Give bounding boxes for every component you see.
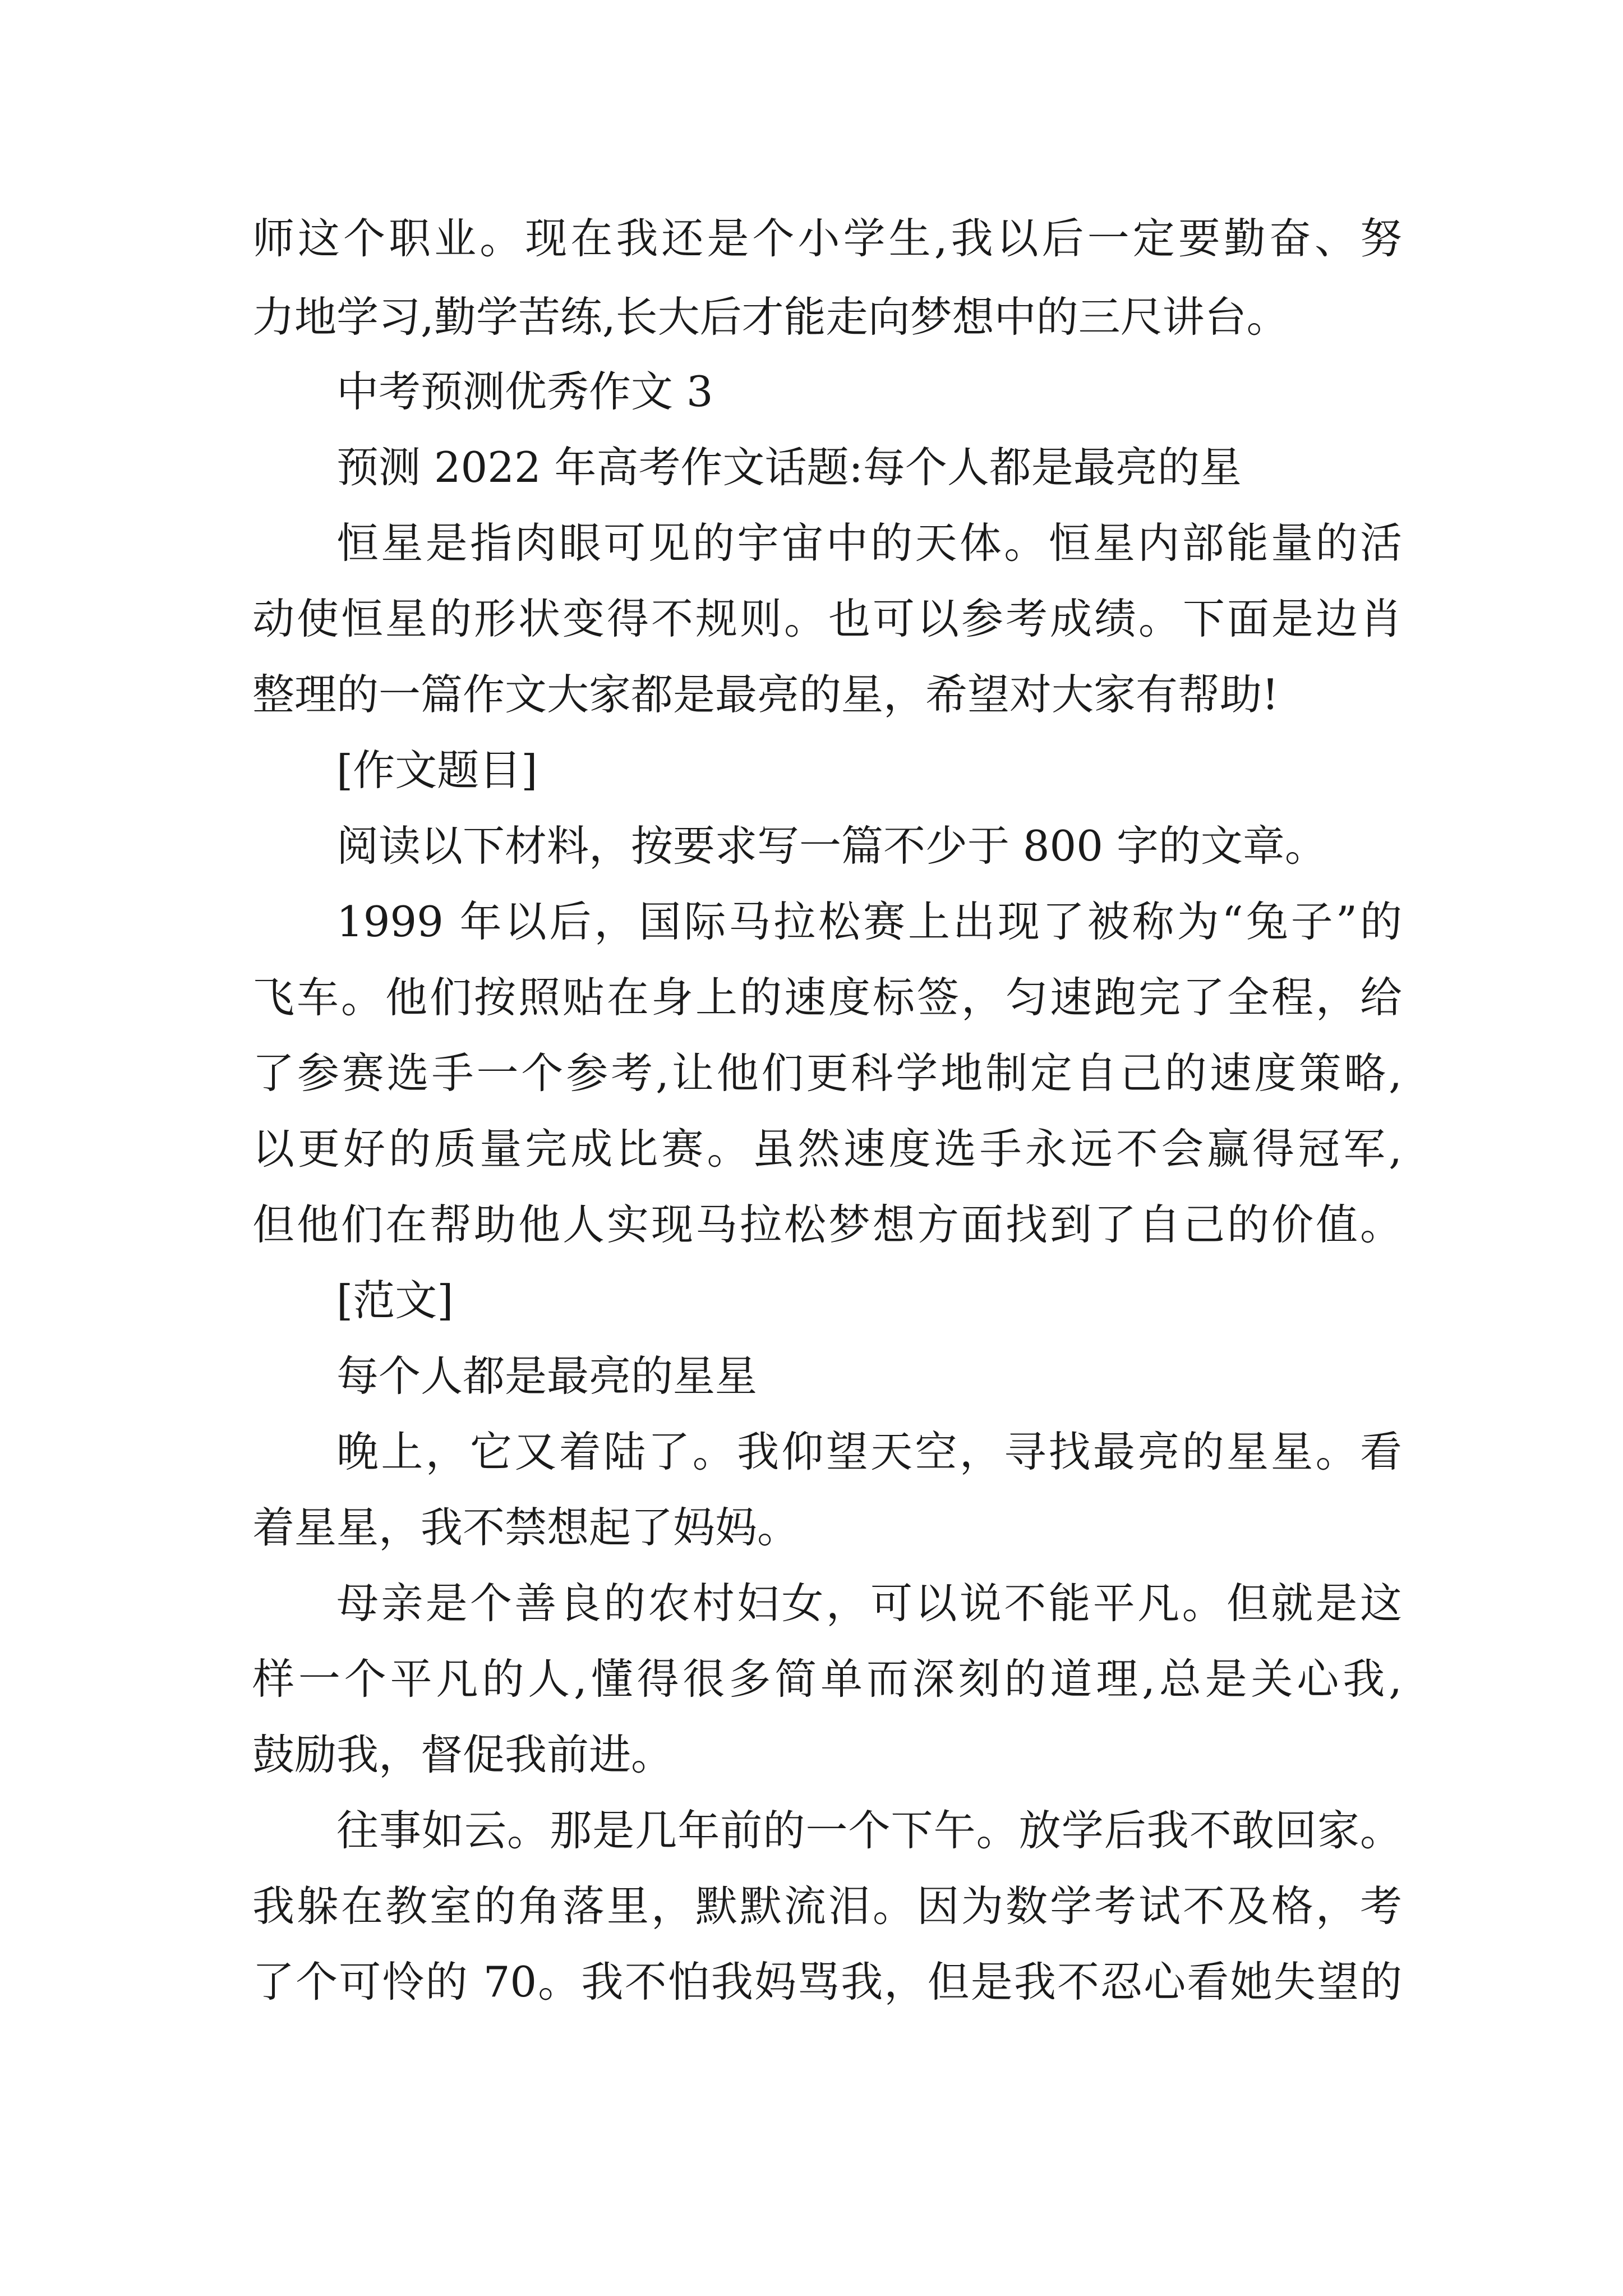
- article-title: 预测 2022 年高考作文话题:每个人都是最亮的星: [336, 443, 1242, 492]
- text-line: 但他们在帮助他人实现马拉松梦想方面找到了自己的价值。: [252, 1200, 1402, 1249]
- text-line: 整理的一篇作文大家都是最亮的星，希望对大家有帮助!: [252, 670, 1279, 719]
- text-line: 以更好的质量完成比赛。虽然速度选手永远不会赢得冠军,: [252, 1124, 1402, 1174]
- text-line: 晚上，它又着陆了。我仰望天空，寻找最亮的星星。看: [336, 1427, 1402, 1476]
- sample-essay-heading: [范文]: [336, 1276, 454, 1325]
- text-line: 鼓励我，督促我前进。: [252, 1730, 674, 1779]
- text-line: 我躲在教室的角落里，默默流泪。因为数学考试不及格，考: [252, 1881, 1402, 1931]
- text-line: 1999 年以后，国际马拉松赛上出现了被称为“兔子”的: [336, 897, 1402, 946]
- text-line: 往事如云。那是几年前的一个下午。放学后我不敢回家。: [336, 1806, 1402, 1855]
- essay-title: 每个人都是最亮的星星: [336, 1351, 758, 1401]
- essay-prompt-heading: [作文题目]: [336, 746, 538, 795]
- text-line: 了个可怜的 70。我不怕我妈骂我，但是我不忍心看她失望的: [252, 1957, 1402, 2007]
- text-line: 飞车。他们按照贴在身上的速度标签，匀速跑完了全程，给: [252, 973, 1402, 1022]
- text-line: 师这个职业。现在我还是个小学生,我以后一定要勤奋、努: [252, 214, 1402, 263]
- text-line: 母亲是个善良的农村妇女，可以说不能平凡。但就是这: [336, 1579, 1402, 1628]
- text-line: 阅读以下材料，按要求写一篇不少于 800 字的文章。: [336, 821, 1327, 871]
- text-line: 动使恒星的形状变得不规则。也可以参考成绩。下面是边肖: [252, 594, 1402, 643]
- text-line: 着星星，我不禁想起了妈妈。: [252, 1503, 800, 1552]
- text-line: 样一个平凡的人,懂得很多简单而深刻的道理,总是关心我,: [252, 1654, 1402, 1704]
- text-line: 恒星是指肉眼可见的宇宙中的天体。恒星内部能量的活: [336, 518, 1402, 568]
- section-heading: 中考预测优秀作文 3: [336, 367, 713, 416]
- text-line: 力地学习,勤学苦练,长大后才能走向梦想中的三尺讲台。: [252, 292, 1289, 342]
- text-line: 了参赛选手一个参考,让他们更科学地制定自己的速度策略,: [252, 1048, 1402, 1098]
